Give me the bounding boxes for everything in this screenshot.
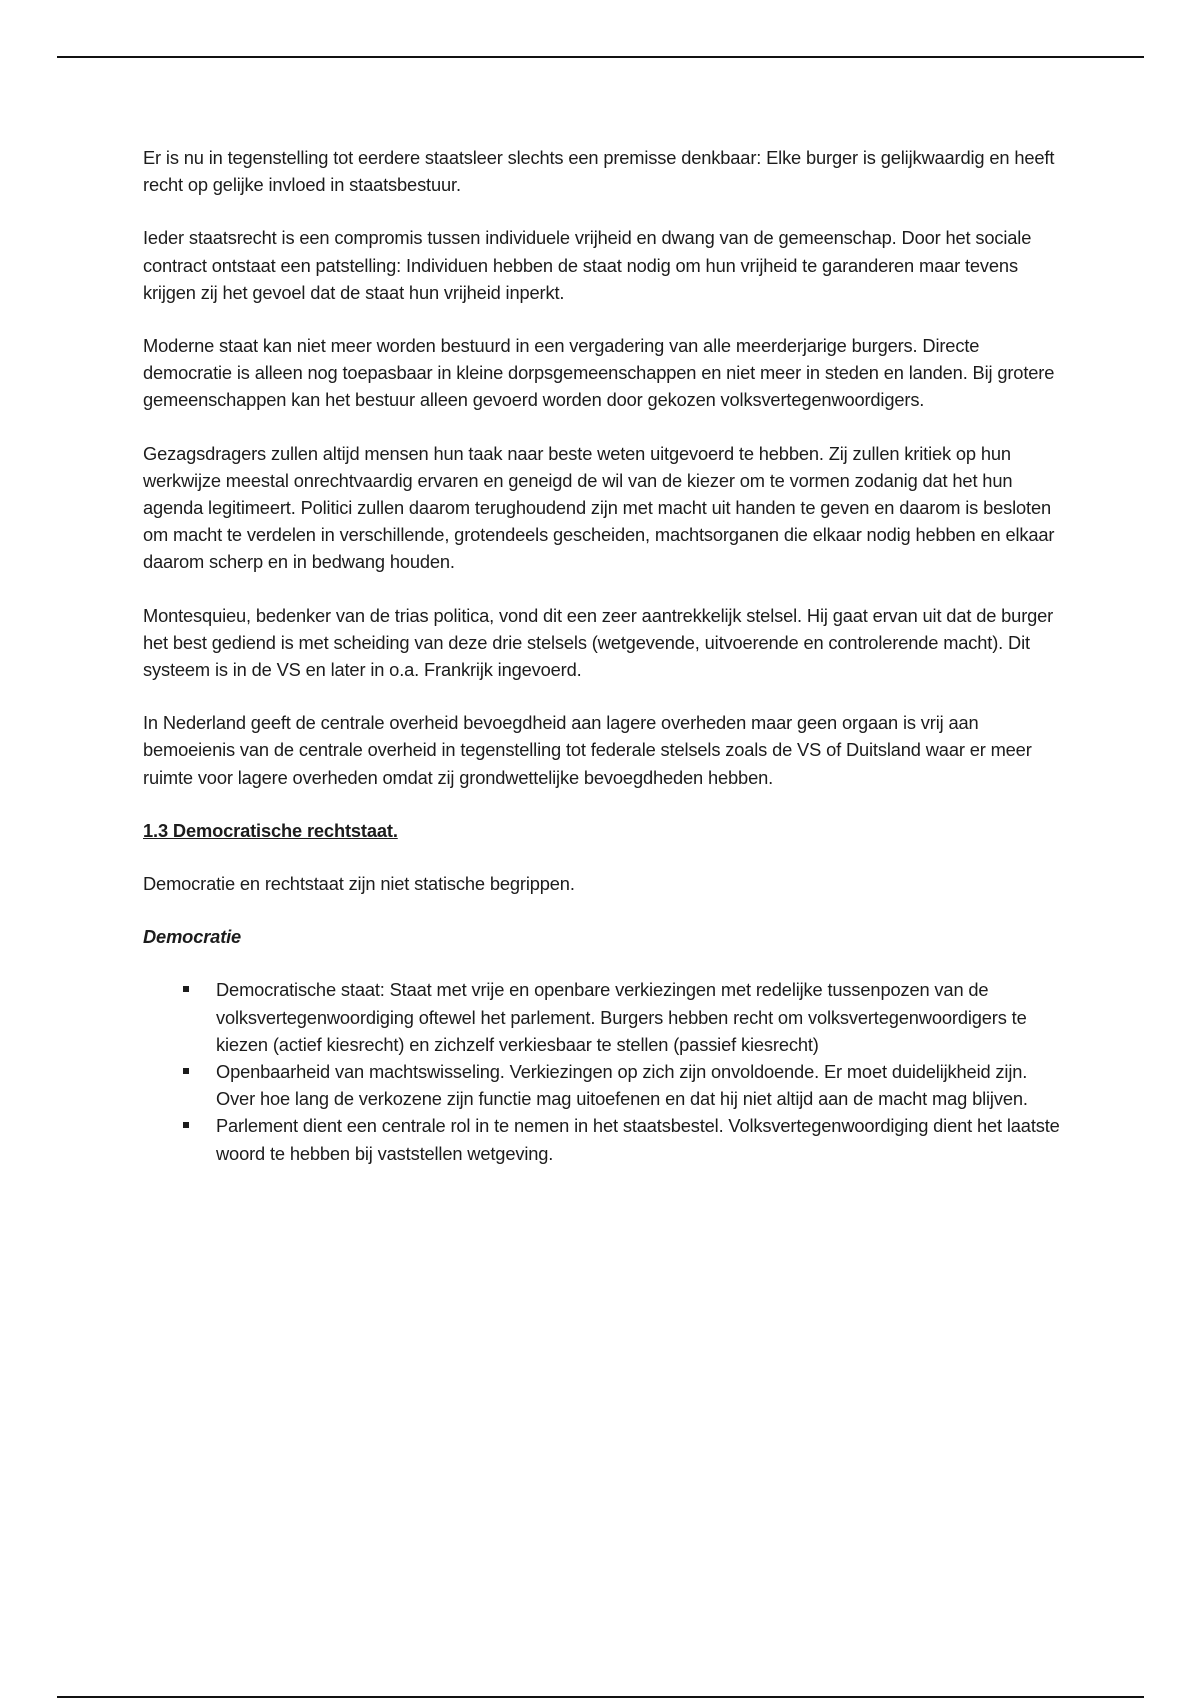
- bullet-text-1: Democratische staat: Staat met vrije en openbare verkiezingen met redelijke tussenpozen van de volksvertegenwoordiging oftewel het parlement. Burgers hebben recht om volksvertegenwoordigers te kiezen (actief kiesrecht) en zichzelf verkiesbaar te stellen (passief kiesrecht): [216, 979, 1027, 1055]
- paragraph-5: Montesquieu, bedenker van de trias politica, vond dit een zeer aantrekkelijk stelsel. Hij gaat ervan uit dat de burger het best gediend is met scheiding van deze drie stelsels (wetgevende, uitvoerende en controlerende macht). Dit systeem is in de VS en later in o.a. Frankrijk ingevoerd.: [143, 604, 1054, 681]
- bullet-text-3: Parlement dient een centrale rol in te nemen in het staatsbestel. Volksvertegenwoordiging dient het laatste woord te hebben bij vaststellen wetgeving.: [216, 1115, 1060, 1164]
- bullet-text-2: Openbaarheid van machtswisseling. Verkiezingen op zich zijn onvoldoende. Er moet duidelijkheid zijn. Over hoe lang de verkozene zijn functie mag uitoefenen en dat hij niet altijd aan de macht mag blijven.: [216, 1061, 1028, 1110]
- paragraph-1: Er is nu in tegenstelling tot eerdere staatsleer slechts een premisse denkbaar: Elke burger is gelijkwaardig en heeft recht op gelijke invloed in staatsbestuur.: [143, 147, 1055, 196]
- paragraph-6: In Nederland geeft de centrale overheid bevoegdheid aan lagere overheden maar geen orgaan is vrij aan bemoeienis van de centrale overheid in tegenstelling tot federale stelsels zoals de VS of Duitsland waar er meer ruimte voor lagere overheden omdat zij grondwettelijke bevoegdheden hebben.: [143, 712, 1032, 788]
- bullet-item-3: [216, 1112, 1063, 1166]
- section-heading: 1.3 Democratische rechtstaat.: [143, 819, 398, 841]
- document-body: [143, 144, 1063, 1167]
- bullet-list: [143, 976, 1063, 1166]
- square-bullet-icon: [183, 1068, 189, 1074]
- bullet-item-1: [216, 976, 1063, 1058]
- paragraph-4: Gezagsdragers zullen altijd mensen hun taak naar beste weten uitgevoerd te hebben. Zij zullen kritiek op hun werkwijze meestal onrechtvaardig ervaren en geneigd de wil van de kiezer om te vormen zodanig dat het hun agenda legitimeert. Politici zullen daarom terughoudend zijn met macht uit handen te geven en daarom is besloten om macht te verdelen in verschillende, grotendeels gescheiden, machtsorganen die elkaar nodig hebben en elkaar daarom scherp en in bedwang houden.: [143, 442, 1055, 573]
- paragraph-3: Moderne staat kan niet meer worden bestuurd in een vergadering van alle meerderjarige burgers. Directe democratie is alleen nog toepasbaar in kleine dorpsgemeenschappen en niet meer in steden en landen. Bij grotere gemeenschappen kan het bestuur alleen gevoerd worden door gekozen volksvertegenwoordigers.: [143, 335, 1055, 411]
- header-rule: [57, 56, 1144, 58]
- square-bullet-icon: [183, 986, 189, 992]
- bullet-item-2: [216, 1058, 1063, 1112]
- square-bullet-icon: [183, 1122, 189, 1128]
- footer-rule: [57, 1696, 1144, 1698]
- subheading-democratie: Democratie: [143, 926, 242, 948]
- paragraph-2: Ieder staatsrecht is een compromis tussen individuele vrijheid en dwang van de gemeenschap. Door het sociale contract ontstaat een patstelling: Individuen hebben de staat nodig om hun vrijheid te garanderen maar tevens krijgen zij het gevoel dat de staat hun vrijheid inperkt.: [143, 227, 1032, 303]
- intro-paragraph: Democratie en rechtstaat zijn niet statische begrippen.: [143, 873, 575, 895]
